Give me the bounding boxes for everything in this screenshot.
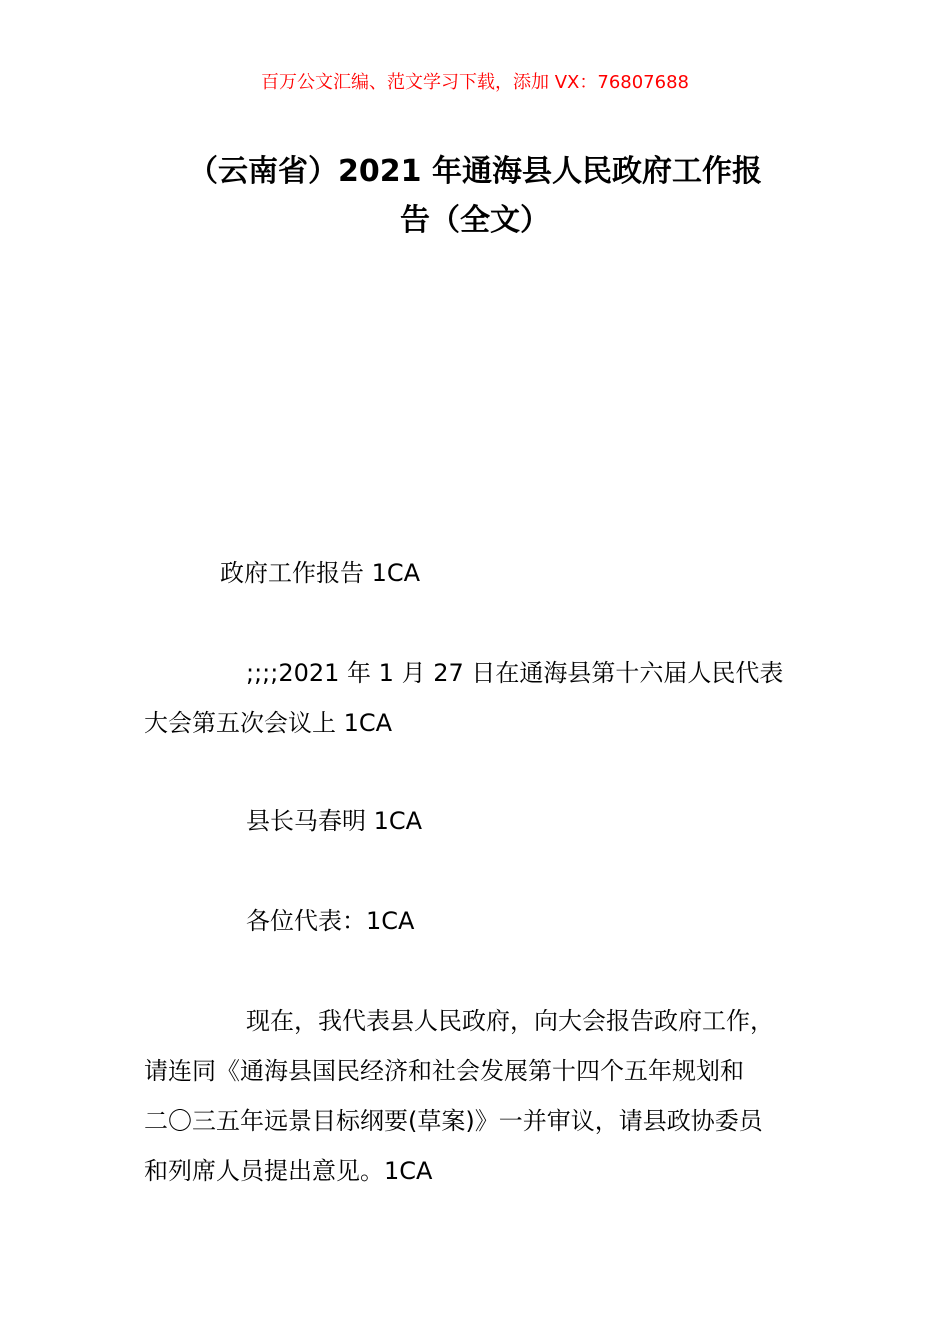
paragraph-body-line-3: 二〇三五年远景目标纲要(草案)》一并审议，请县政协委员 <box>144 1107 763 1135</box>
paragraph-date-line-1: ;;;;2021 年 1 月 27 日在通海县第十六届人民代表 <box>246 659 784 687</box>
paragraph-salutation: 各位代表：1CA <box>246 907 415 935</box>
paragraph-speaker: 县长马春明 1CA <box>246 807 423 835</box>
watermark-banner: 百万公文汇编、范文学习下载，添加 VX：76807688 <box>261 72 689 93</box>
document-title-line-1: （云南省）2021 年通海县人民政府工作报 <box>188 154 762 189</box>
paragraph-body-line-1: 现在，我代表县人民政府，向大会报告政府工作， <box>246 1007 774 1035</box>
document-title-line-2: 告（全文） <box>400 203 550 238</box>
paragraph-body-line-2: 请连同《通海县国民经济和社会发展第十四个五年规划和 <box>144 1057 744 1085</box>
paragraph-heading: 政府工作报告 1CA <box>220 559 421 587</box>
paragraph-date-line-2: 大会第五次会议上 1CA <box>144 709 393 737</box>
paragraph-body-line-4: 和列席人员提出意见。1CA <box>144 1157 433 1185</box>
